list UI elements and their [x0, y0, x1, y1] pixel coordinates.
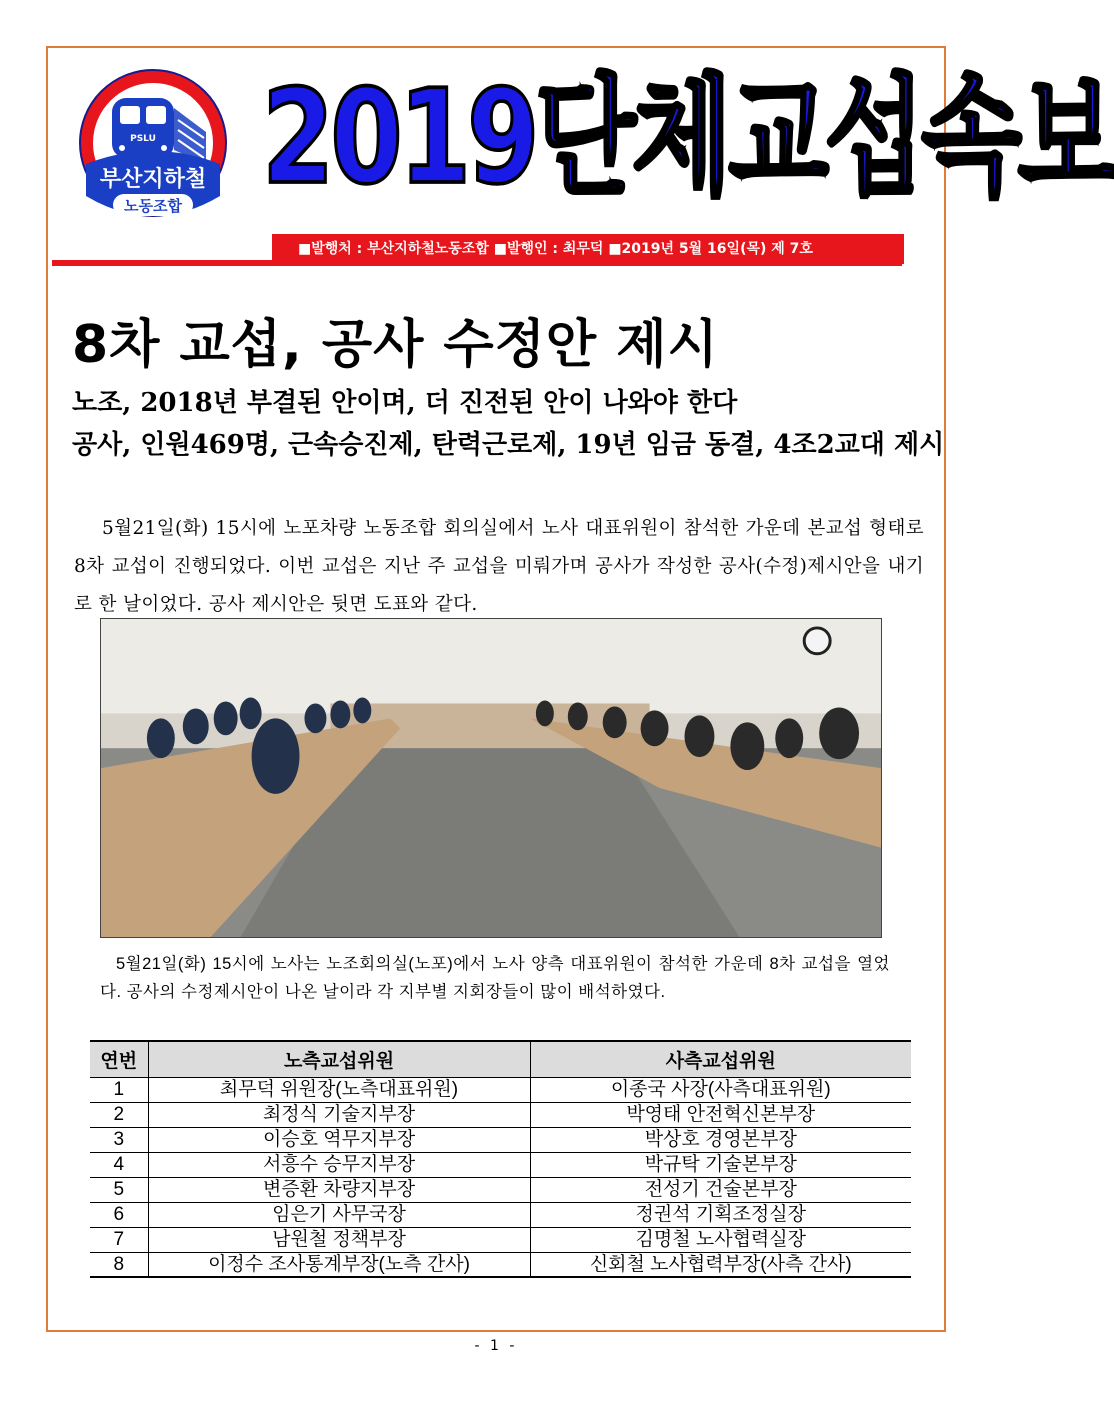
- table-row: [90, 1252, 911, 1277]
- article-subhead-company: 공사, 인원469명, 근속승진제, 탄력근로제, 19년 임금 동결, 4조2교대 제시: [72, 430, 945, 460]
- management-member: 신회철 노사협력부장(사측 간사): [530, 1252, 911, 1277]
- row-number: 3: [90, 1127, 148, 1152]
- table-row: [90, 1152, 911, 1177]
- newsletter-title: 2019단체교섭속보: [262, 60, 1114, 214]
- labor-member: 최무덕 위원장(노측대표위원): [148, 1077, 530, 1102]
- publisher-bar: ■발행처 : 부산지하철노동조합 ■발행인 : 최무덕 ■2019년 5월 16일(목) 제 7호: [272, 234, 904, 264]
- row-number: 7: [90, 1227, 148, 1252]
- header-management-members: 사측교섭위원: [530, 1041, 911, 1077]
- logo-subtext: 노동조합: [124, 197, 182, 215]
- management-member: 김명철 노사협력실장: [530, 1227, 911, 1252]
- table-row: [90, 1227, 911, 1252]
- table-row: [90, 1177, 911, 1202]
- table-row: [90, 1077, 911, 1102]
- management-member: 전성기 건술본부장: [530, 1177, 911, 1202]
- management-member: 정권석 기획조정실장: [530, 1202, 911, 1227]
- labor-member: 최정식 기술지부장: [148, 1102, 530, 1127]
- union-logo: [78, 68, 228, 233]
- table-header-row: [90, 1041, 911, 1077]
- header-labor-members: 노측교섭위원: [148, 1041, 530, 1077]
- header-number: 연번: [90, 1041, 148, 1077]
- labor-member: 서흥수 승무지부장: [148, 1152, 530, 1177]
- management-member: 이종국 사장(사측대표위원): [530, 1077, 911, 1102]
- row-number: 4: [90, 1152, 148, 1177]
- logo-badge: PSLU: [130, 134, 156, 144]
- table-row: [90, 1202, 911, 1227]
- row-number: 5: [90, 1177, 148, 1202]
- row-number: 8: [90, 1252, 148, 1277]
- labor-member: 남원철 정책부장: [148, 1227, 530, 1252]
- row-number: 1: [90, 1077, 148, 1102]
- logo-text: 부산지하철: [99, 167, 207, 192]
- negotiation-committee-table: [90, 1040, 911, 1278]
- management-member: 박규탁 기술본부장: [530, 1152, 911, 1177]
- labor-member: 변증환 차량지부장: [148, 1177, 530, 1202]
- article-headline: 8차 교섭, 공사 수정안 제시: [72, 315, 719, 375]
- meeting-photo: [100, 618, 882, 938]
- management-member: 박영태 안전혁신본부장: [530, 1102, 911, 1127]
- page-number: - 1 -: [474, 1338, 518, 1354]
- management-member: 박상호 경영본부장: [530, 1127, 911, 1152]
- labor-member: 이승호 역무지부장: [148, 1127, 530, 1152]
- row-number: 6: [90, 1202, 148, 1227]
- article-body: 5월21일(화) 15시에 노포차량 노동조합 회의실에서 노사 대표위원이 참석한 가운데 본교섭 형태로 8차 교섭이 진행되었다. 이번 교섭은 지난 주 교섭을 미뤄가며 공사가 작성한 공사(수정)제시안을 내기로 한 날이었다. 공사 제시안은 뒷면 도표와 같다.: [74, 518, 924, 615]
- photo-caption: 5월21일(화) 15시에 노사는 노조회의실(노포)에서 노사 양측 대표위원이 참석한 가운데 8차 교섭을 열었다. 공사의 수정제시안이 나온 날이라 각 지부별 지회장들이 많이 배석하였다.: [100, 955, 890, 1001]
- table-row: [90, 1102, 911, 1127]
- row-number: 2: [90, 1102, 148, 1127]
- table-row: [90, 1127, 911, 1152]
- labor-member: 이정수 조사통계부장(노측 간사): [148, 1252, 530, 1277]
- labor-member: 임은기 사무국장: [148, 1202, 530, 1227]
- article-subhead-union: 노조, 2018년 부결된 안이며, 더 진전된 안이 나와야 한다: [72, 388, 738, 418]
